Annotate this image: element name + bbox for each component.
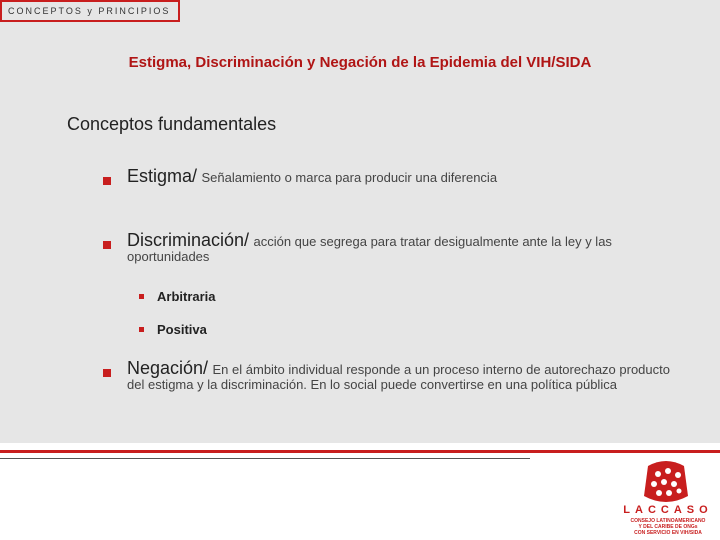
bullet-text [127, 166, 687, 186]
sub-bullet-label: Arbitraria [157, 289, 216, 304]
section-tag [0, 0, 180, 22]
slide-title: Estigma, Discriminación y Negación de la Epidemia del VIH/SIDA [128, 54, 592, 71]
slide-subtitle: Conceptos fundamentales [67, 114, 277, 134]
sub-bullet-label: Positiva [157, 322, 207, 337]
bullet-text [127, 230, 687, 264]
bullet-definition: Señalamiento o marca para producir una diferencia [201, 170, 498, 185]
bullet-term: Estigma/ [127, 166, 198, 186]
bullet-text [127, 358, 687, 392]
bullet-term: Negación/ [127, 358, 209, 378]
logo-tagline-1: CONSEJO LATINOAMERICANO [630, 518, 706, 524]
bullet-marker-icon [103, 369, 111, 377]
logo-tagline-3: CON SERVICIO EN VIH/SIDA [634, 530, 702, 536]
bullet-definition: En el ámbito individual responde a un proceso interno de autorechazo producto del estigma y la discriminación. En lo social puede convertirse en una política pública [127, 362, 670, 392]
laccaso-logo [618, 446, 718, 538]
logo-name: LACCASO [623, 504, 713, 516]
bullet-marker-icon [103, 241, 111, 249]
bullet-marker-icon [103, 177, 111, 185]
logo-tagline-2: Y DEL CARIBE DE ONGs [638, 524, 698, 530]
bullet-definition: acción que segrega para tratar desigualmente ante la ley y las oportunidades [127, 234, 612, 264]
footer-red-divider [0, 450, 720, 453]
section-tag-label: CONCEPTOS y PRINCIPIOS [8, 6, 171, 16]
sub-bullet-marker-icon [139, 294, 144, 299]
sub-bullet-marker-icon [139, 327, 144, 332]
bullet-term: Discriminación/ [127, 230, 250, 250]
footer-gray-divider [0, 458, 530, 459]
